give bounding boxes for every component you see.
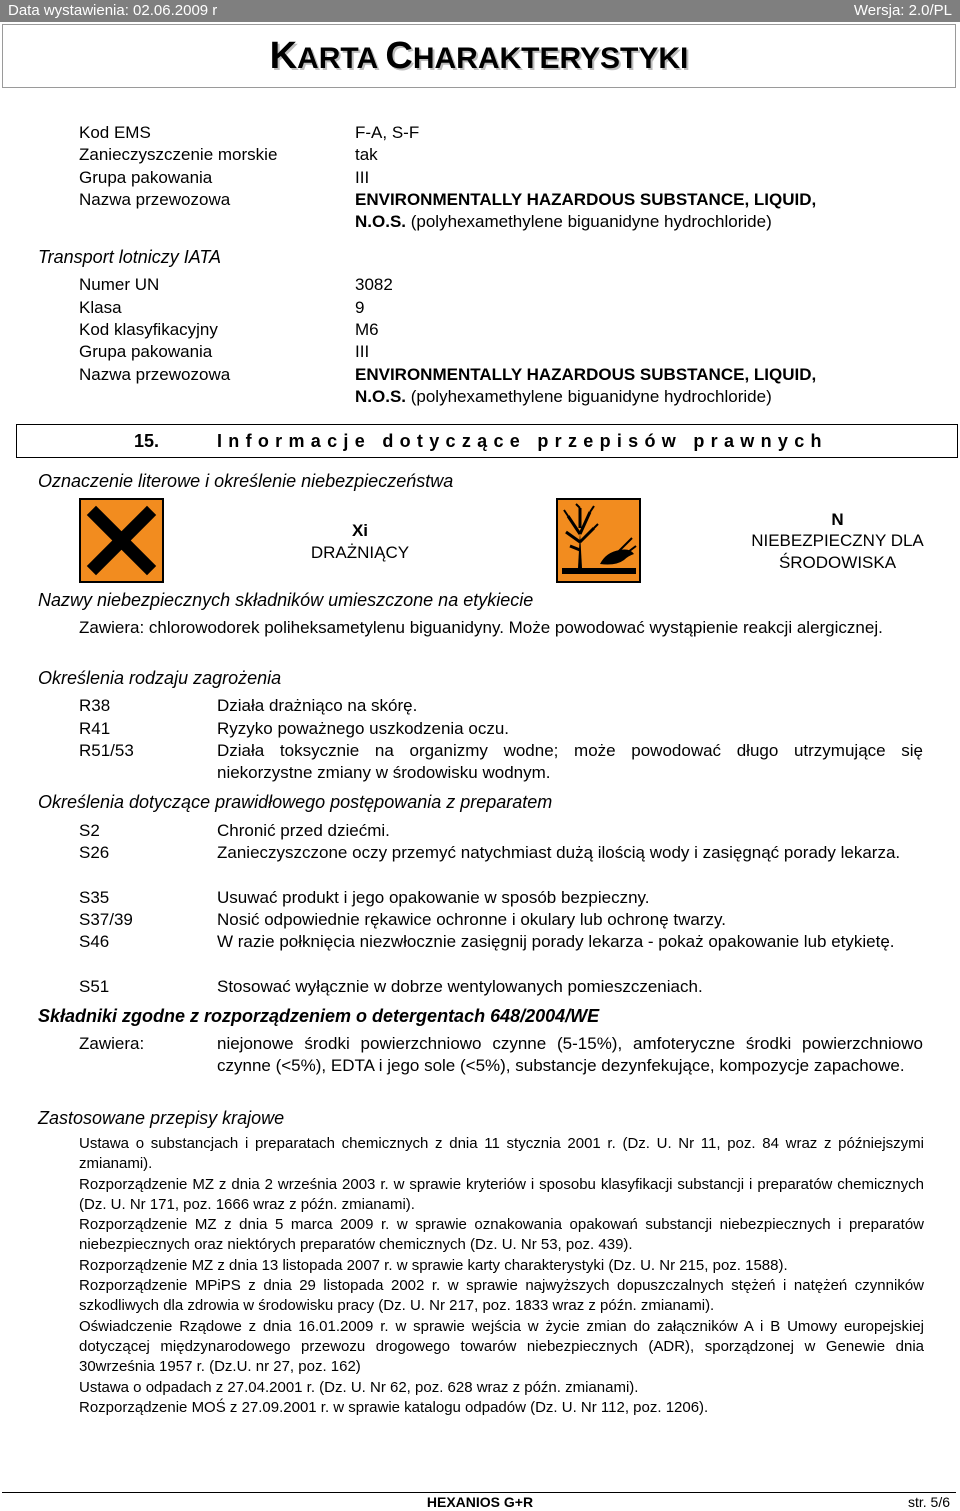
sea-value-packing-group: III <box>355 168 370 187</box>
safety-code: S2 <box>79 821 100 840</box>
n-code: N <box>831 510 844 529</box>
issue-date: Data wystawienia: 02.06.2009 r <box>8 2 218 19</box>
n-pictogram <box>556 498 641 583</box>
safety-text: Usuwać produkt i jego opakowanie w sposób bezpieczny. <box>217 888 650 907</box>
regulations-heading: Zastosowane przepisy krajowe <box>38 1108 285 1128</box>
footer-product: HEXANIOS G+R <box>426 1494 534 1510</box>
safety-text: Chronić przed dziećmi. <box>217 821 390 840</box>
hazard-symbols-heading: Oznaczenie literowe i określenie niebezpieczeństwa <box>38 471 454 491</box>
sea-value-ems: F-A, S-F <box>355 123 420 142</box>
safety-text: Nosić odpowiednie rękawice ochronne i okulary lub ochronę twarzy. <box>217 910 727 929</box>
footer-page-number: str. 5/6 <box>907 1494 950 1510</box>
regulation-item: Ustawa o odpadach z 27.04.2001 r. (Dz. U. Nr 62, poz. 628 wraz z późn. zmianami). <box>79 1378 639 1396</box>
section-number: 15. <box>134 431 160 451</box>
regulation-item: Rozporządzenie MZ z dnia 13 listopada 2007 r. w sprawie karty charakterystyki (Dz. U. Nr 215, poz. 1588). <box>79 1256 788 1274</box>
risk-text: Ryzyko poważnego uszkodzenia oczu. <box>217 719 509 738</box>
sea-value-shipping-name: ENVIRONMENTALLY HAZARDOUS SUBSTANCE, LIQUID, <box>355 190 817 209</box>
detergents-heading: Składniki zgodne z rozporządzeniem o detergentach 648/2004/WE <box>38 1006 600 1026</box>
safety-phrases-heading: Określenia dotyczące prawidłowego postępowania z preparatem <box>38 792 553 812</box>
regulation-item: Rozporządzenie MZ z dnia 2 września 2003 r. w sprawie kryteriów i sposobu klasyfikacji substancji i preparatów chemicznych (Dz. U. Nr 171, poz. 1666 wraz z późn. zmianami). <box>79 1175 924 1213</box>
sea-label-packing-group: Grupa pakowania <box>79 168 213 187</box>
section-title: Informacje dotyczące przepisów prawnych <box>217 431 828 451</box>
risk-text: Działa drażniąco na skórę. <box>217 696 418 715</box>
air-label-class: Klasa <box>79 298 122 317</box>
risk-code: R41 <box>79 719 111 738</box>
environment-hazard-icon <box>556 498 641 583</box>
air-label-shipping-name: Nazwa przewozowa <box>79 365 231 384</box>
xi-code: Xi <box>351 521 369 540</box>
regulation-item: Oświadczenie Rządowe z dnia 16.01.2009 r. w sprawie wejścia w życie zmian do załączników A i B Umowy europejskiej dotyczącej międzynarodowego przewozu drogowego towarów niebezpiecznych (ADR), sporządzonej w Genewie dnia 30września 1957 r. (Dz.U. nr 27, poz. 162) <box>79 1317 924 1376</box>
safety-code: S37/39 <box>79 910 133 929</box>
regulation-item: Rozporządzenie MZ z dnia 5 marca 2009 r. w sprawie oznakowania opakowań substancji niebezpiecznych i preparatów niebezpiecznych oraz niektórych preparatów chemicznych (Dz. U. Nr 53, poz. 439). <box>79 1216 924 1254</box>
safety-code: S26 <box>79 843 110 862</box>
regulation-item: Ustawa o substancjach i preparatach chemicznych z dnia 11 stycznia 2001 r. (Dz. U. Nr 11, poz. 84 wraz z późniejszymi zmianami). <box>79 1135 924 1173</box>
air-value-shipping-name-2: N.O.S. (polyhexamethylene biguanidyne hydrochloride) <box>355 387 772 406</box>
air-value-un: 3082 <box>355 275 393 294</box>
safety-text: W razie połknięcia niezwłocznie zasięgnij porady lekarza - pokaż opakowanie lub etykietę. <box>217 932 895 951</box>
air-value-shipping-name: ENVIRONMENTALLY HAZARDOUS SUBSTANCE, LIQUID, <box>355 365 817 384</box>
regulation-item: Rozporządzenie MPiPS z dnia 29 listopada 2002 r. w sprawie najwyższych dopuszczalnych stężeń i natężeń czynników szkodliwych dla zdrowia w środowisku pracy (Dz. U. Nr 217, poz. 1833 wraz z późn. zmianami). <box>79 1277 924 1315</box>
safety-code: S46 <box>79 932 110 951</box>
safety-text: Stosować wyłącznie w dobrze wentylowanych pomieszczeniach. <box>217 977 703 996</box>
air-transport-heading: Transport lotniczy IATA <box>38 247 222 267</box>
xi-label: DRAŻNIĄCY <box>310 543 410 562</box>
irritant-x-icon <box>79 498 164 583</box>
sea-value-marine-pollutant: tak <box>355 145 378 164</box>
risk-code: R38 <box>79 696 111 715</box>
page-title: KARTA CHARAKTERYSTYKI <box>269 35 689 77</box>
safety-code: S51 <box>79 977 110 996</box>
title-box <box>2 24 956 88</box>
sea-label-shipping-name: Nazwa przewozowa <box>79 190 231 209</box>
regulation-item: Rozporządzenie MOŚ z 27.09.2001 r. w sprawie katalogu odpadów (Dz. U. Nr 112, poz. 1206). <box>79 1398 709 1416</box>
air-value-class: 9 <box>355 298 365 317</box>
version: Wersja: 2.0/PL <box>853 2 952 19</box>
label-ingredients-text: Zawiera: chlorowodorek poliheksametylenu biguanidyny. Może powodować wystąpienie reakcji alergicznej. <box>79 618 883 637</box>
risk-text: Działa toksycznie na organizmy wodne; może powodować długo utrzymujące się niekorzystne zmiany w środowisku wodnym. <box>217 741 923 782</box>
detergents-text: niejonowe środki powierzchniowo czynne (5-15%), amfoteryczne środki powierzchniowo czynne (<5%), EDTA i jego sole (<5%), substancje dezynfekujące, kompozycje zapachowe. <box>217 1034 923 1075</box>
safety-code: S35 <box>79 888 110 907</box>
label-ingredients-heading: Nazwy niebezpiecznych składników umieszczone na etykiecie <box>38 590 534 610</box>
xi-pictogram <box>79 498 164 583</box>
regulations-list <box>79 1134 924 1418</box>
detergents-label: Zawiera: <box>79 1034 145 1053</box>
sea-label-marine-pollutant: Zanieczyszczenie morskie <box>79 145 278 164</box>
air-value-classification: M6 <box>355 320 379 339</box>
risk-phrases-heading: Określenia rodzaju zagrożenia <box>38 668 282 688</box>
header-bar <box>0 0 960 22</box>
n-label-2: ŚRODOWISKA <box>778 553 897 572</box>
air-label-classification: Kod klasyfikacyjny <box>79 320 218 339</box>
risk-code: R51/53 <box>79 741 134 760</box>
sea-label-ems: Kod EMS <box>79 123 151 142</box>
footer-divider <box>2 1492 956 1493</box>
air-value-packing-group: III <box>355 342 370 361</box>
sea-value-shipping-name-2: N.O.S. (polyhexamethylene biguanidyne hydrochloride) <box>355 212 772 231</box>
air-label-packing-group: Grupa pakowania <box>79 342 213 361</box>
air-label-un: Numer UN <box>79 275 160 294</box>
section-15-header <box>16 424 958 458</box>
safety-text: Zanieczyszczone oczy przemyć natychmiast dużą ilością wody i zasięgnąć porady lekarza. <box>217 843 901 862</box>
n-label-1: NIEBEZPIECZNY DLA <box>751 531 924 550</box>
